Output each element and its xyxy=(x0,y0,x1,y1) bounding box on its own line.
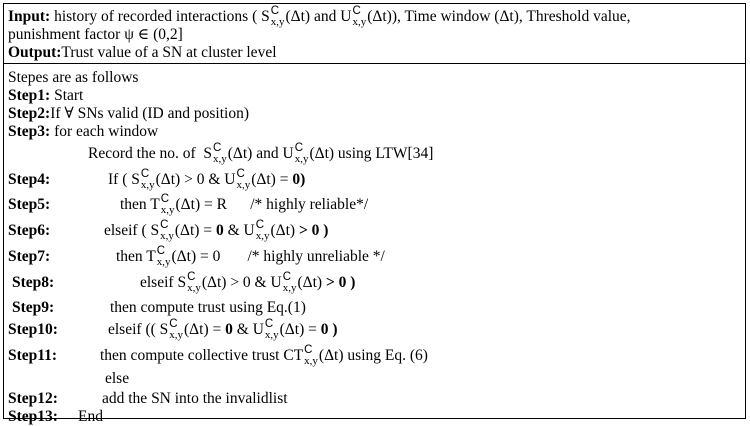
algorithm-box xyxy=(3,3,746,425)
step6-label: Step6: xyxy=(8,222,51,239)
step12-label: Step12: xyxy=(8,390,58,407)
step13-label: Step13: xyxy=(8,408,58,425)
else-line: else xyxy=(105,370,130,387)
output-text: Trust value of a SN at cluster level xyxy=(61,44,277,61)
steps-intro: Stepes are as follows xyxy=(8,69,139,86)
step9-text: then compute trust using Eq.(1) xyxy=(110,299,306,316)
step11-text: then compute collective trust CT C x,y (Δt) using Eq. (6) xyxy=(100,344,428,368)
input-text-cont: ), Time window (Δt), Threshold value, xyxy=(391,8,631,25)
step4-text: If ( S C x,y (Δt) > 0 & U C x,y (Δt) = 0) xyxy=(108,168,306,192)
step2: Step2:If ∀ SNs valid (ID and position) xyxy=(8,105,249,122)
input-text: history of recorded interactions ( xyxy=(50,8,258,25)
input-label: Input: xyxy=(8,8,51,25)
step11-label: Step11: xyxy=(8,347,58,364)
step13-text: End xyxy=(78,408,103,425)
input-line-2: punishment factor ψ ∈ (0,2] xyxy=(8,26,183,43)
step8-text: elseif S C x,y (Δt) > 0 & U C x,y (Δt) > 0 ) xyxy=(140,271,356,295)
record-line: Record the no. of S C x,y (Δt) and U C x,y (Δt) using LTW[34] xyxy=(88,142,434,166)
step3: Step3: for each window xyxy=(8,123,159,140)
step7-label: Step7: xyxy=(8,248,51,265)
output-line xyxy=(8,44,277,62)
math-S: S C x,y (Δt) xyxy=(261,5,311,29)
step4-label: Step4: xyxy=(8,171,51,188)
step7-text: then T C x,y (Δt) = 0 /* highly unreliable */ xyxy=(116,245,385,269)
step10-label: Step10: xyxy=(8,321,58,338)
input-line xyxy=(8,5,631,29)
step1: Step1: Start xyxy=(8,87,84,104)
step8-label: Step8: xyxy=(12,274,55,291)
step10-text: elseif (( S C x,y (Δt) = 0 & U C x,y (Δt) = 0 ) xyxy=(108,318,338,342)
output-label: Output: xyxy=(8,44,62,61)
algorithm-steps xyxy=(4,65,745,425)
step5-label: Step5: xyxy=(8,196,51,213)
algorithm-header xyxy=(4,4,745,64)
step9-label: Step9: xyxy=(12,299,55,316)
input-and: and xyxy=(310,8,341,25)
step12-text: add the SN into the invalidlist xyxy=(102,390,288,407)
step5-text: then T C x,y (Δt) = R /* highly reliable*/ xyxy=(120,193,369,217)
step6-text: elseif ( S C x,y (Δt) = 0 & U C x,y (Δt) > 0 ) xyxy=(104,219,329,243)
math-U: U C x,y (Δt) xyxy=(340,5,392,29)
